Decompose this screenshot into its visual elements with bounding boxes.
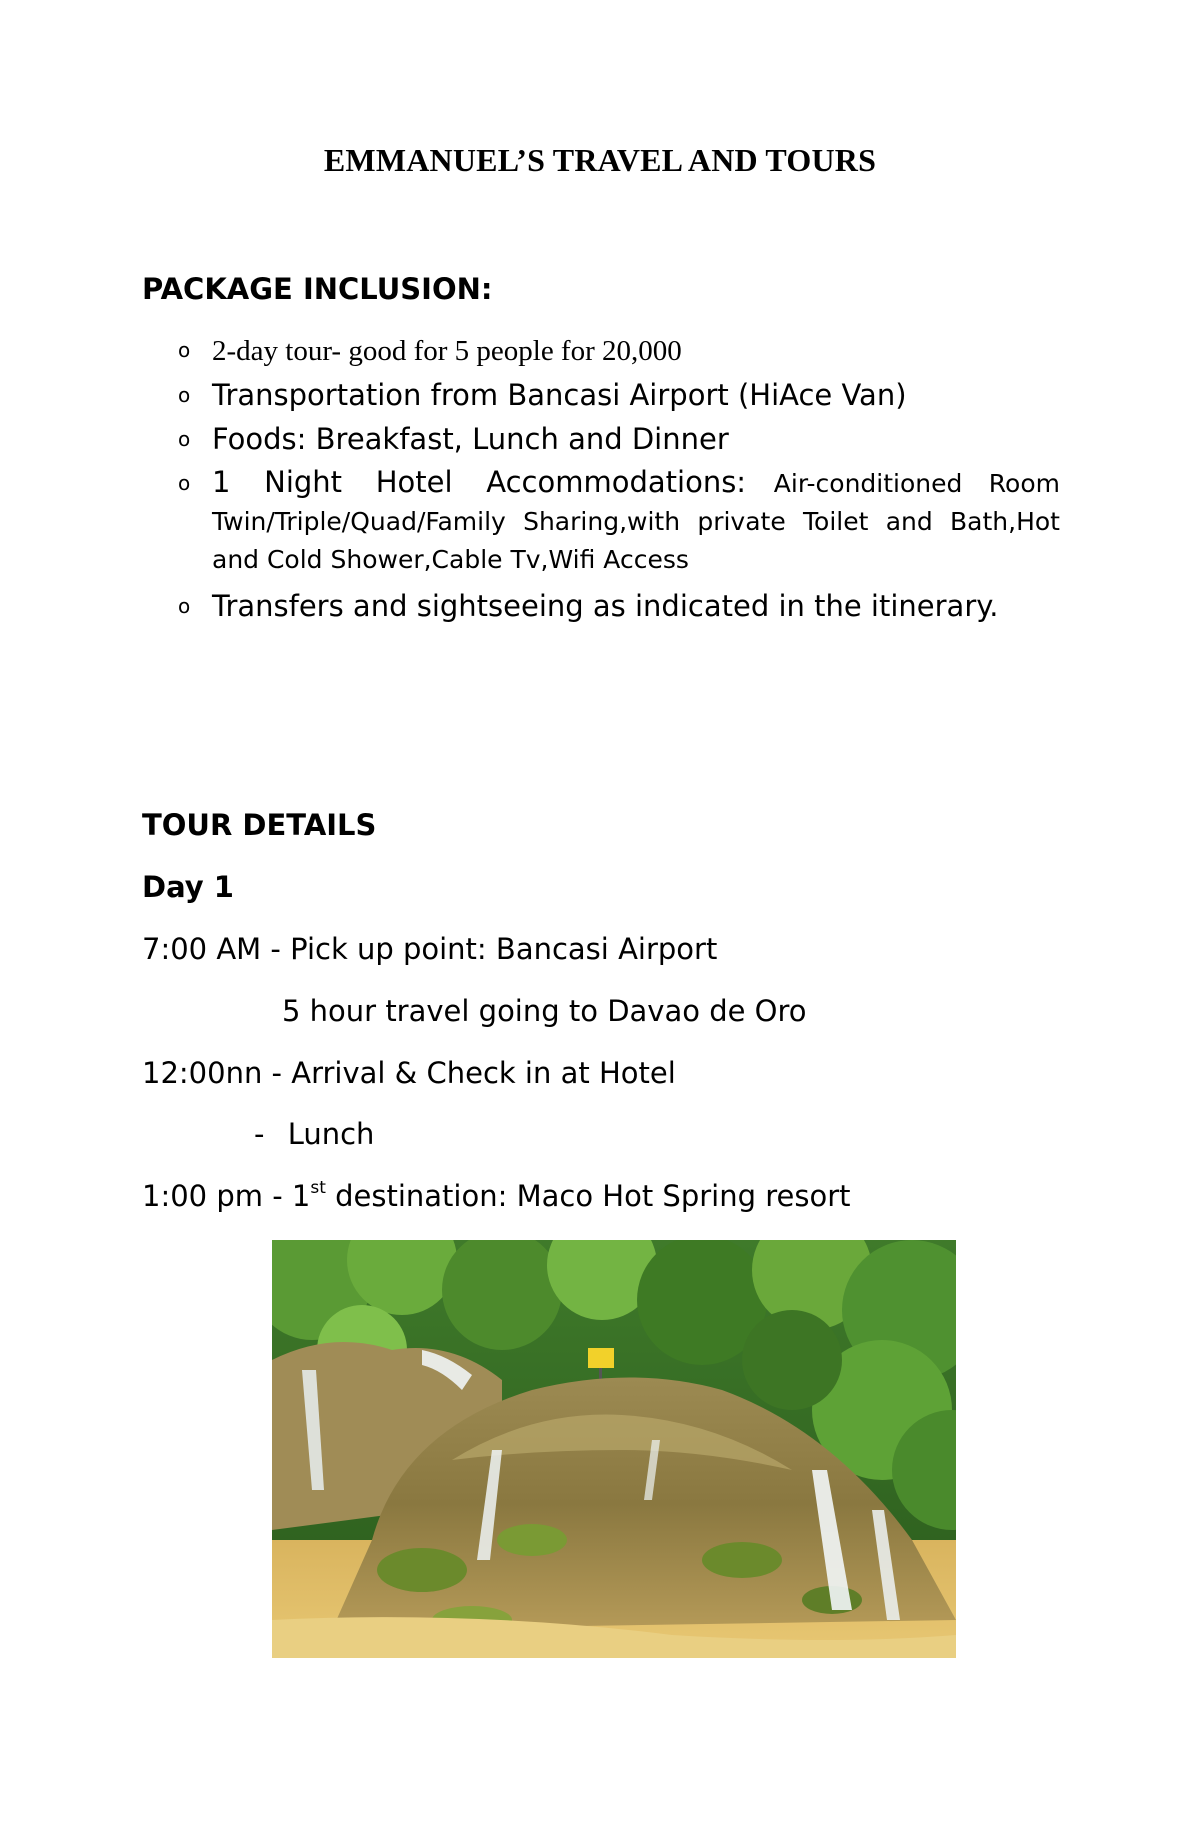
inclusion-text: Foods: Breakfast, Lunch and Dinner <box>212 422 729 456</box>
day1-heading: Day 1 <box>142 870 234 904</box>
maco-hot-spring-photo <box>272 1240 956 1658</box>
itinerary-lunch <box>254 1117 374 1151</box>
inclusion-text: Transfers and sightseeing as indicated in the itinerary. <box>212 589 999 623</box>
hotel-detail: Air-conditioned Room Twin/Triple/Quad/Family Sharing,with private Toilet and Bath,Hot and Cold Shower,Cable Tv,Wifi Access <box>212 469 1060 574</box>
list-item <box>142 373 1060 417</box>
package-inclusion-heading: PACKAGE INCLUSION: <box>142 272 493 306</box>
lunch-text: Lunch <box>287 1117 375 1151</box>
hotel-accommodation-text <box>212 461 1060 578</box>
bullet-icon: o <box>178 427 191 451</box>
itinerary-pickup: 7:00 AM - Pick up point: Bancasi Airport <box>142 932 718 966</box>
tour-details-heading: TOUR DETAILS <box>142 808 377 842</box>
list-item <box>142 584 1060 628</box>
itinerary-destination <box>142 1179 851 1213</box>
list-item <box>142 417 1060 461</box>
destination-text: destination: Maco Hot Spring resort <box>325 1179 851 1213</box>
inclusion-text: 2-day tour- good for 5 people for 20,000 <box>212 335 682 367</box>
list-item <box>142 461 1060 578</box>
ordinal-suffix: st <box>310 1178 326 1199</box>
itinerary-arrival: 12:00nn - Arrival & Check in at Hotel <box>142 1056 676 1090</box>
destination-prefix: 1:00 pm - 1 <box>142 1179 311 1213</box>
bullet-icon: o <box>178 338 191 362</box>
dash: - <box>254 1117 265 1151</box>
bullet-icon: o <box>178 471 191 495</box>
document-title: EMMANUEL’S TRAVEL AND TOURS <box>323 142 877 178</box>
inclusion-list <box>142 328 1060 628</box>
list-item <box>142 328 1060 373</box>
hotel-lead: 1 Night Hotel Accommodations: <box>212 465 747 499</box>
bullet-icon: o <box>178 594 191 618</box>
inclusion-text: Transportation from Bancasi Airport (HiAce Van) <box>212 378 907 412</box>
bullet-icon: o <box>178 383 191 407</box>
itinerary-travel: 5 hour travel going to Davao de Oro <box>282 994 807 1028</box>
